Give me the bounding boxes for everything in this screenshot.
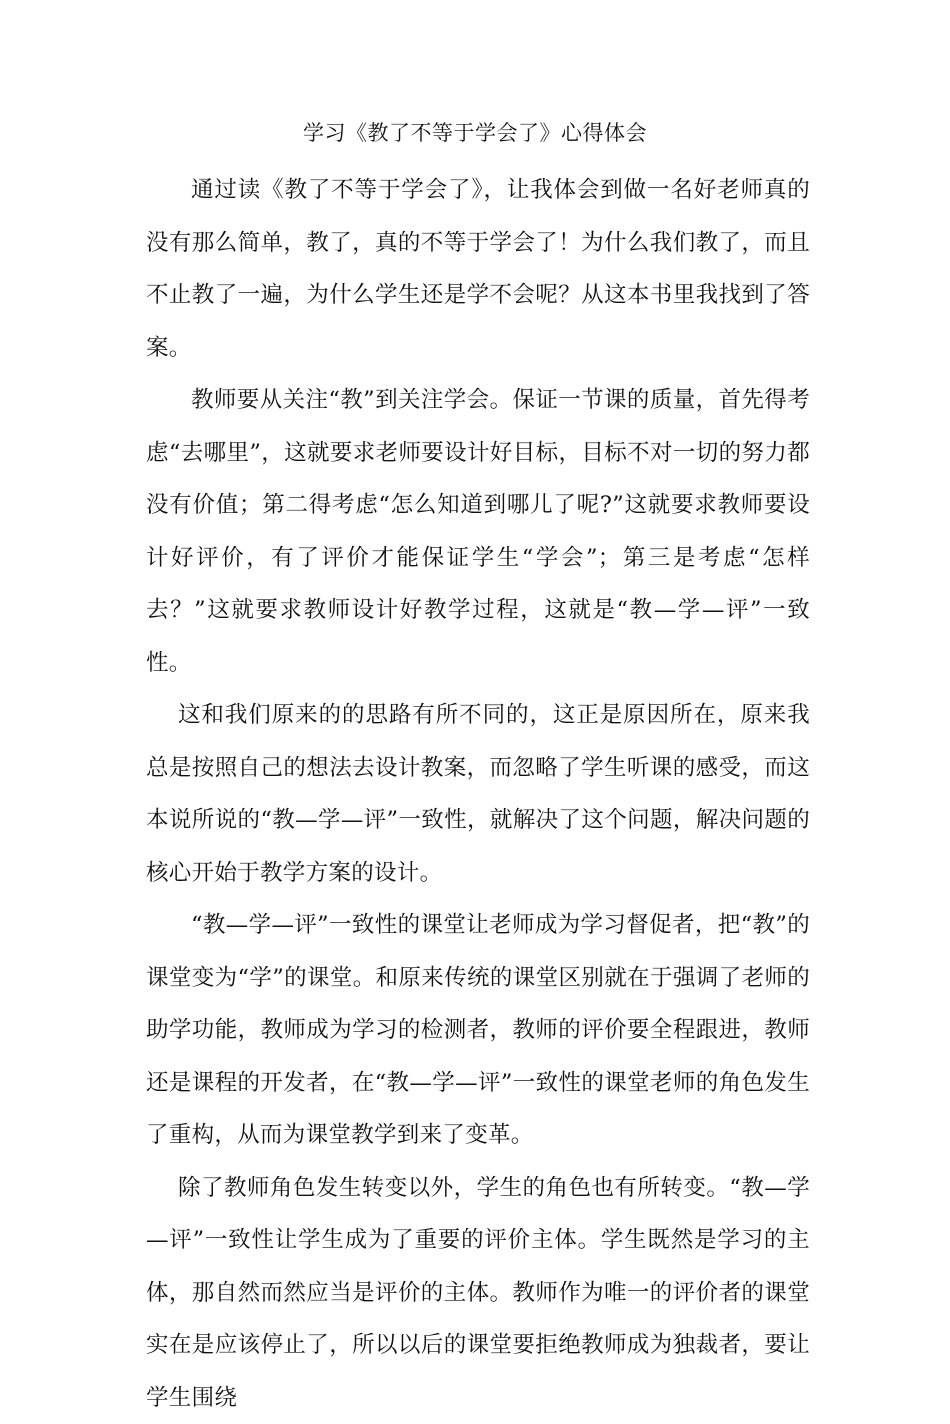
paragraph: 这和我们原来的的思路有所不同的，这正是原因所在，原来我总是按照自己的想法去设计教案，而忽略了学生听课的感受，而这本说所说的“教—学—评”一致性，就解决了这个问题，解决问题的核心开始于教学方案的设计。 bbox=[146, 689, 810, 899]
paragraph: 教师要从关注“教”到关注学会。保证一节课的质量，首先得考虑“去哪里”，这就要求老师要设计好目标，目标不对一切的努力都没有价值；第二得考虑“怎么知道到哪儿了呢?”这就要求教师要设计好评价，有了评价才能保证学生“学会”；第三是考虑“怎样去？”这就要求教师设计好教学过程，这就是“教—学—评”一致性。 bbox=[146, 374, 810, 689]
paragraph: “教—学—评”一致性的课堂让老师成为学习督促者，把“教”的课堂变为“学”的课堂。和原来传统的课堂区别就在于强调了老师的助学功能，教师成为学习的检测者，教师的评价要全程跟进，教师还是课程的开发者，在“教—学—评”一致性的课堂老师的角色发生了重构，从而为课堂教学到来了变革。 bbox=[146, 899, 810, 1162]
paragraph: 通过读《教了不等于学会了》，让我体会到做一名好老师真的没有那么简单，教了，真的不等于学会了！为什么我们教了，而且不止教了一遍，为什么学生还是学不会呢？从这本书里我找到了答案。 bbox=[146, 164, 810, 374]
paragraph: 除了教师角色发生转变以外，学生的角色也有所转变。“教—学—评”一致性让学生成为了重要的评价主体。学生既然是学习的主体，那自然而然应当是评价的主体。教师作为唯一的评价者的课堂实在是应该停止了，所以以后的课堂要拒绝教师成为独裁者，要让学生围绕 bbox=[146, 1162, 810, 1424]
document-body bbox=[146, 164, 810, 1424]
document-title: 学习《教了不等于学会了》心得体会 bbox=[0, 118, 950, 148]
